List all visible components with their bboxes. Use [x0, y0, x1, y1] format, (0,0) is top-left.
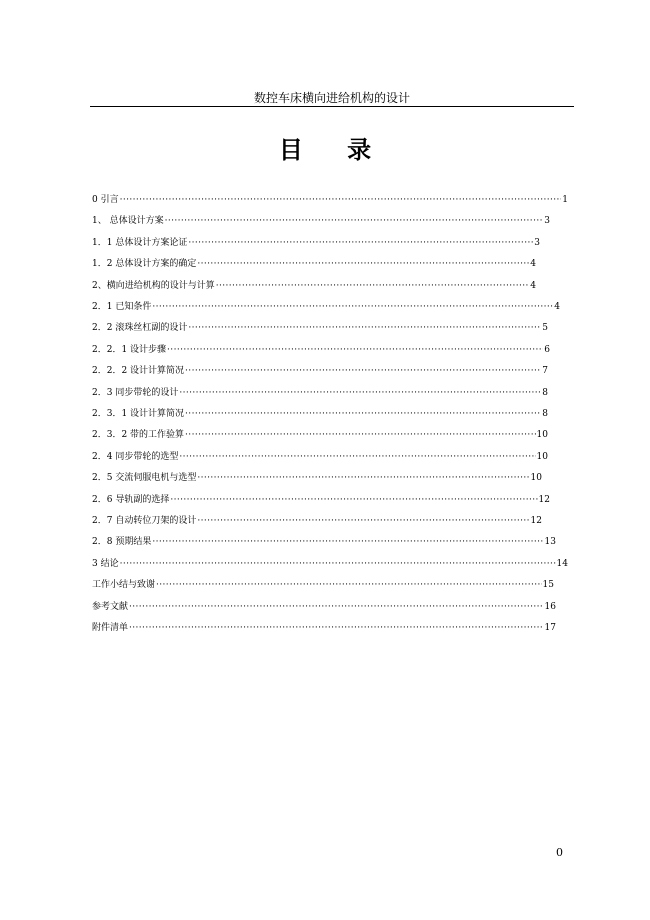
- toc-dot-leader: [179, 383, 541, 403]
- toc-entry[interactable]: [92, 361, 548, 381]
- toc-entry[interactable]: [92, 511, 542, 531]
- toc-entry-label: 2．2．2 设计计算简况: [92, 366, 185, 377]
- toc-entry[interactable]: [92, 425, 548, 445]
- toc-entry[interactable]: [92, 276, 536, 296]
- toc-dot-leader: [185, 425, 536, 445]
- toc-entry-label: 2、横向进给机构的设计与计算: [92, 280, 215, 291]
- toc-entry-label: 2．4 同步带轮的选型: [92, 451, 179, 462]
- toc-dot-leader: [185, 404, 541, 424]
- toc-entry[interactable]: [92, 447, 548, 467]
- toc-entry[interactable]: [92, 575, 554, 595]
- toc-entry[interactable]: [92, 211, 550, 231]
- toc-entry-page: 3: [544, 216, 550, 227]
- toc-entry-page: 10: [530, 473, 542, 484]
- toc-entry-page: 1: [562, 195, 568, 205]
- toc-dot-leader: [120, 190, 562, 210]
- toc-entry-page: 10: [536, 451, 548, 462]
- page-title: 目 录: [278, 135, 390, 164]
- toc-dot-leader: [156, 575, 542, 595]
- toc-dot-leader: [197, 254, 529, 274]
- toc-entry-label: 2．7 自动转位刀架的设计: [92, 516, 197, 526]
- toc-entry-label: 2．8 预期结果: [92, 537, 152, 548]
- toc-entry-page: 13: [544, 537, 556, 548]
- toc-entry-page: 6: [544, 344, 550, 355]
- toc-dot-leader: [179, 447, 535, 467]
- toc-dot-leader: [216, 276, 530, 296]
- toc-entry[interactable]: [92, 597, 556, 617]
- toc-entry-label: 1．1 总体设计方案论证: [92, 237, 188, 248]
- toc-dot-leader: [170, 490, 537, 510]
- toc-entry-label: 2．3．2 带的工作验算: [92, 430, 185, 441]
- toc-entry[interactable]: [92, 318, 548, 338]
- toc-entry-page: 10: [536, 430, 548, 441]
- toc-entry-page: 16: [544, 601, 556, 612]
- toc-entry-label: 2．2 滚珠丝杠副的设计: [92, 323, 188, 334]
- toc-dot-leader: [120, 554, 556, 574]
- toc-entry-label: 0 引言: [92, 195, 119, 205]
- toc-entry[interactable]: [92, 468, 542, 488]
- toc-entry-page: 8: [542, 409, 548, 419]
- toc-entry-page: 15: [542, 580, 554, 591]
- toc-entry[interactable]: [92, 297, 560, 317]
- toc-entry[interactable]: [92, 490, 550, 510]
- toc-entry-page: 12: [530, 516, 542, 526]
- running-header: 数控车床横向进给机构的设计: [253, 91, 410, 105]
- toc-entry-label: 3 结论: [92, 558, 119, 569]
- toc-entry[interactable]: [92, 618, 556, 638]
- toc-entry-page: 4: [530, 280, 536, 291]
- header-rule: [90, 106, 574, 107]
- toc-entry[interactable]: [92, 340, 550, 360]
- toc-dot-leader: [197, 511, 529, 531]
- toc-entry-page: 17: [544, 623, 556, 633]
- toc-entry-label: 2．6 导轨副的选择: [92, 494, 170, 505]
- toc-dot-leader: [188, 233, 533, 253]
- toc-entry[interactable]: [92, 532, 556, 552]
- toc-dot-leader: [129, 597, 544, 617]
- toc-entry-label: 2．5 交流伺服电机与选型: [92, 473, 197, 484]
- toc-dot-leader: [165, 211, 544, 231]
- toc-entry-label: 工作小结与致谢: [92, 580, 156, 591]
- toc-entry-page: 12: [538, 494, 550, 505]
- toc-dot-leader: [185, 361, 541, 381]
- toc-entry[interactable]: [92, 554, 568, 574]
- toc-entry-label: 2．3 同步带轮的设计: [92, 387, 179, 398]
- toc-entry[interactable]: [92, 254, 536, 274]
- toc-entry[interactable]: [92, 383, 548, 403]
- toc-entry-page: 3: [534, 237, 540, 248]
- toc-entry-label: 2．2．1 设计步骤: [92, 344, 167, 355]
- toc-dot-leader: [129, 618, 544, 638]
- toc-entry-page: 5: [542, 323, 548, 334]
- toc-entry-label: 参考文献: [92, 601, 129, 612]
- toc-entry-page: 14: [556, 558, 568, 569]
- page-number: 0: [556, 846, 563, 859]
- toc-entry[interactable]: [92, 190, 568, 210]
- toc-dot-leader: [167, 340, 543, 360]
- toc-dot-leader: [188, 318, 541, 338]
- toc-dot-leader: [152, 297, 553, 317]
- toc-entry-label: 2．1 已知条件: [92, 302, 152, 312]
- toc-entry-label: 1．2 总体设计方案的确定: [92, 259, 197, 270]
- toc-entry-label: 1、 总体设计方案: [92, 216, 164, 227]
- toc-entry-page: 8: [542, 387, 548, 398]
- toc-dot-leader: [152, 532, 543, 552]
- toc-entry-label: 附件清单: [92, 623, 129, 633]
- toc-entry-label: 2．3．1 设计计算简况: [92, 409, 185, 419]
- toc-entry-page: 7: [542, 366, 548, 377]
- toc-entry-page: 4: [554, 302, 560, 312]
- toc-entry[interactable]: [92, 404, 548, 424]
- toc-dot-leader: [197, 468, 529, 488]
- toc-entry-page: 4: [530, 259, 536, 270]
- toc-entry[interactable]: [92, 233, 540, 253]
